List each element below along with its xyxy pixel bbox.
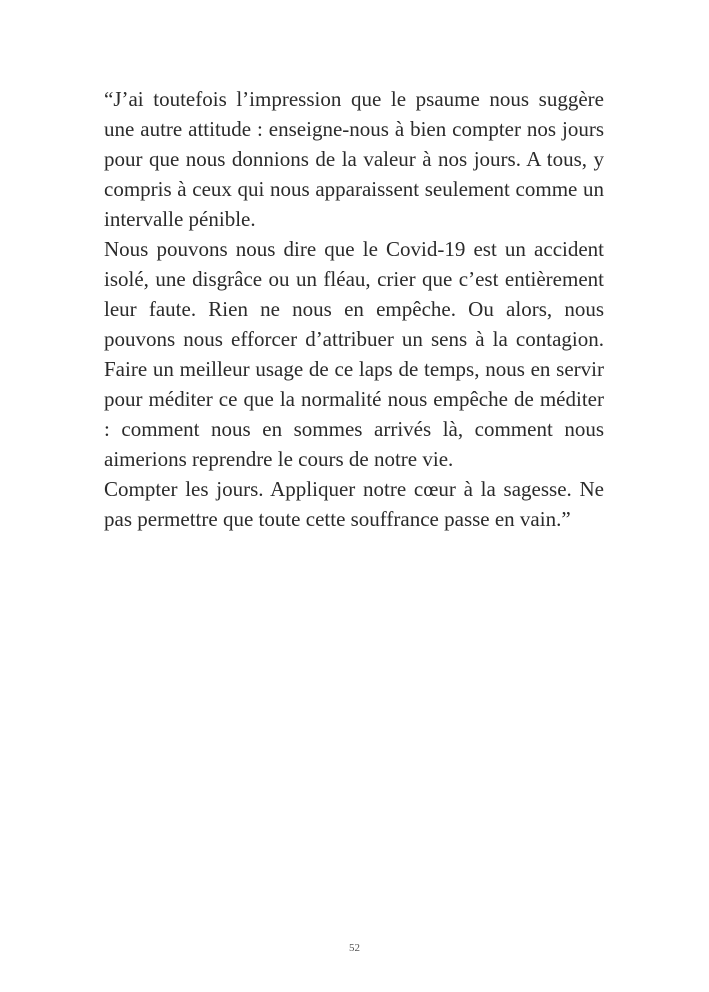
paragraph-1: “J’ai toutefois l’impression que le psaume nous suggère une autre attitude : enseigne-nous à bien compter nos jours pour que nous donnions de la valeur à nos jours. A tous, y compris à ceux qui nous apparaissent seulement comme un intervalle pénible. — [104, 87, 604, 231]
page-number: 52 — [349, 942, 360, 954]
body-text — [104, 84, 604, 534]
paragraph-3: Compter les jours. Appliquer notre cœur à la sagesse. Ne pas permettre que toute cette souffrance passe en vain.” — [104, 477, 604, 531]
paragraph-2: Nous pouvons nous dire que le Covid-19 est un accident isolé, une disgrâce ou un fléau, crier que c’est entièrement leur faute. Rien ne nous en empêche. Ou alors, nous pouvons nous efforcer d’attribuer un sens à la contagion. Faire un meilleur usage de ce laps de temps, nous en servir pour méditer ce que la normalité nous empêche de méditer : comment nous en sommes arrivés là, comment nous aimerions reprendre le cours de notre vie. — [104, 237, 604, 471]
